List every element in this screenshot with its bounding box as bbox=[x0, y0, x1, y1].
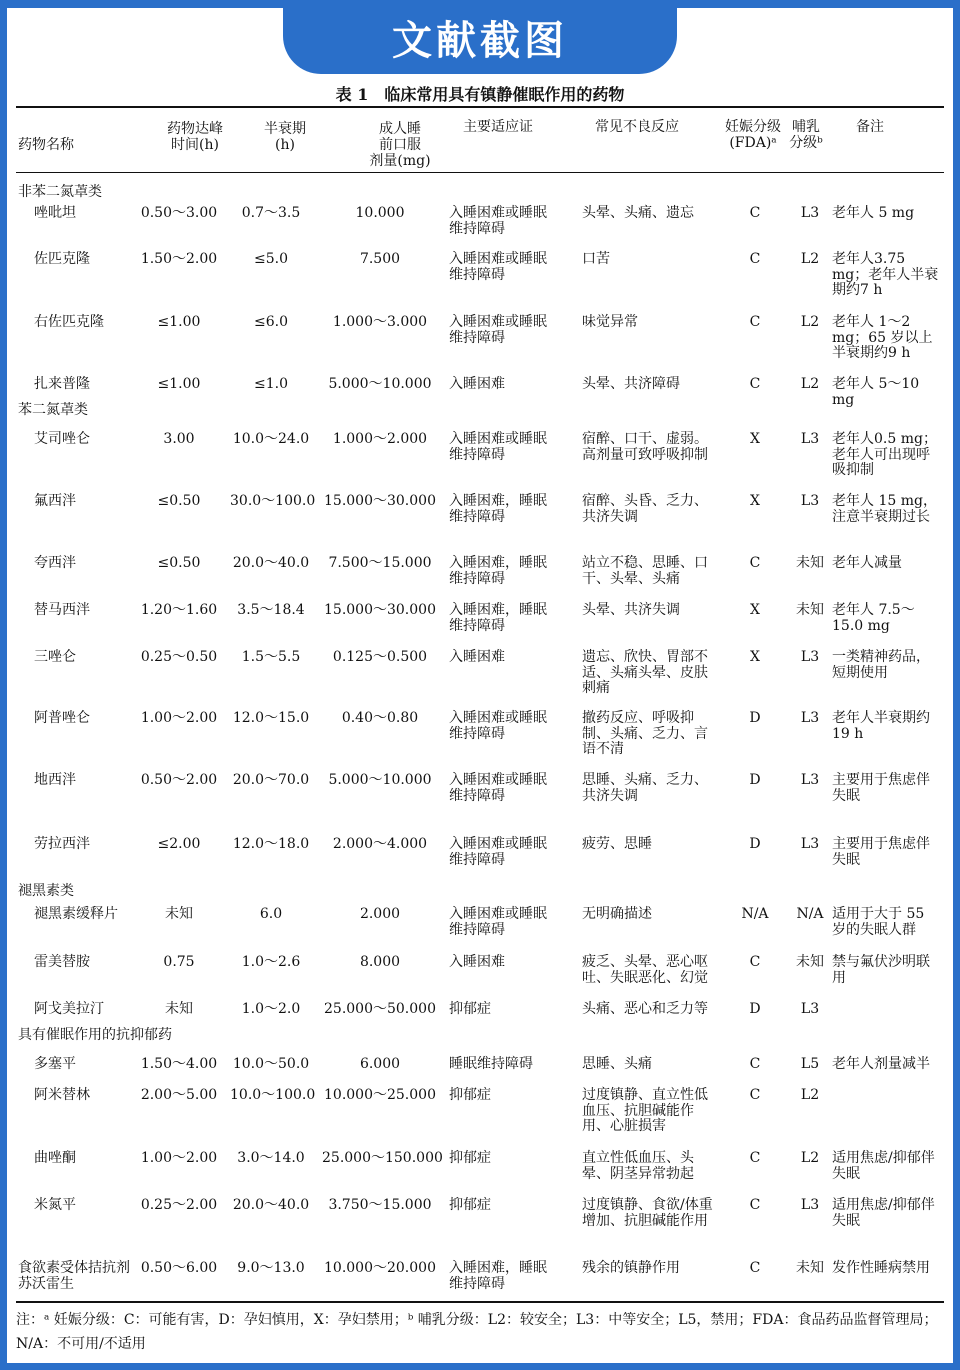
cell-indication: 入睡困难 bbox=[449, 954, 505, 970]
header-dose: 成人睡 前口服 剂量(mg) bbox=[369, 121, 431, 169]
cell-name: 唑吡坦 bbox=[34, 205, 76, 221]
cell-lact: L3 bbox=[800, 772, 820, 788]
cell-lact: L3 bbox=[800, 1197, 820, 1213]
cell-peak: 0.75 bbox=[163, 954, 195, 970]
header-remark: 备注 bbox=[856, 119, 884, 135]
cell-peak: 2.00～5.00 bbox=[140, 1087, 218, 1103]
cell-lact: N/A bbox=[796, 906, 824, 922]
cell-fda: C bbox=[749, 314, 761, 330]
header-fda: 妊娠分级 (FDA)ᵃ bbox=[725, 119, 781, 151]
cell-adverse: 无明确描述 bbox=[582, 906, 652, 922]
header-indication: 主要适应证 bbox=[463, 119, 533, 135]
cell-adverse: 残余的镇静作用 bbox=[582, 1260, 680, 1276]
cell-adverse: 头晕、头痛、遗忘 bbox=[582, 205, 694, 221]
banner-title: 文献截图 bbox=[392, 17, 568, 64]
cell-fda: X bbox=[750, 431, 760, 447]
cell-name: 多塞平 bbox=[34, 1056, 76, 1072]
cell-half: 9.0～13.0 bbox=[237, 1260, 305, 1276]
cell-lact: L3 bbox=[800, 205, 820, 221]
cell-remark: 老年人半衰期约19 h bbox=[832, 710, 930, 742]
cell-lact: L3 bbox=[800, 431, 820, 447]
group-label: 苯二氮䓬类 bbox=[18, 402, 88, 418]
cell-remark: 老年人3.75 mg；老年人半衰期约7 h bbox=[832, 251, 939, 298]
cell-name: 阿戈美拉汀 bbox=[34, 1001, 104, 1017]
cell-fda: X bbox=[750, 649, 760, 665]
cell-indication: 入睡困难 bbox=[449, 376, 505, 392]
cell-lact: L3 bbox=[800, 1001, 820, 1017]
cell-fda: C bbox=[749, 205, 761, 221]
cell-indication: 入睡困难或睡眠维持障碍 bbox=[449, 906, 547, 938]
cell-adverse: 站立不稳、思睡、口干、头晕、头痛 bbox=[582, 555, 708, 587]
cell-remark: 主要用于焦虑伴失眠 bbox=[832, 772, 930, 804]
cell-remark: 老年人 15 mg，注意半衰期过长 bbox=[832, 493, 937, 525]
cell-half: 20.0～40.0 bbox=[232, 1197, 310, 1213]
cell-peak: ≤2.00 bbox=[157, 836, 201, 852]
table-footnote: 注：ᵃ 妊娠分级：C：可能有害，D：孕妇慎用，X：孕妇禁用；ᵇ 哺乳分级：L2：较安全；L3：中等安全；L5，禁用；FDA：食品药品监督管理局；N/A：不可用/不适用 bbox=[16, 1312, 938, 1352]
cell-half: 1.5～5.5 bbox=[241, 649, 301, 665]
cell-dose: 3.750～15.000 bbox=[328, 1197, 432, 1213]
cell-name: 食欲素受体拮抗剂苏沃雷生 bbox=[18, 1260, 130, 1292]
cell-lact: L2 bbox=[800, 1150, 820, 1166]
cell-adverse: 头痛、恶心和乏力等 bbox=[582, 1001, 708, 1017]
cell-half: 0.7～3.5 bbox=[241, 205, 301, 221]
cell-dose: 0.40～0.80 bbox=[341, 710, 419, 726]
cell-lact: L2 bbox=[800, 1087, 820, 1103]
cell-fda: D bbox=[749, 836, 761, 852]
cell-fda: C bbox=[749, 1150, 761, 1166]
cell-name: 曲唑酮 bbox=[34, 1150, 76, 1166]
cell-half: 10.0～100.0 bbox=[230, 1087, 316, 1103]
cell-peak: 1.00～2.00 bbox=[140, 710, 218, 726]
cell-indication: 入睡困难或睡眠维持障碍 bbox=[449, 431, 547, 463]
cell-lact: 未知 bbox=[796, 555, 824, 571]
cell-indication: 入睡困难或睡眠维持障碍 bbox=[449, 314, 547, 346]
cell-indication: 睡眠维持障碍 bbox=[449, 1056, 533, 1072]
cell-indication: 入睡困难或睡眠维持障碍 bbox=[449, 710, 547, 742]
cell-remark: 老年人减量 bbox=[832, 555, 902, 571]
cell-adverse: 撤药反应、呼吸抑制、头痛、乏力、言语不清 bbox=[582, 710, 708, 757]
cell-lact: L3 bbox=[800, 493, 820, 509]
cell-half: 1.0～2.0 bbox=[241, 1001, 301, 1017]
cell-fda: C bbox=[749, 376, 761, 392]
cell-fda: C bbox=[749, 954, 761, 970]
cell-dose: 5.000～10.000 bbox=[328, 376, 432, 392]
cell-adverse: 遗忘、欣快、胃部不适、头痛头晕、皮肤刺痛 bbox=[582, 649, 708, 696]
cell-name: 右佐匹克隆 bbox=[34, 314, 104, 330]
cell-adverse: 直立性低血压、头晕、阴茎异常勃起 bbox=[582, 1150, 694, 1182]
cell-dose: 2.000 bbox=[359, 906, 401, 922]
cell-peak: 0.50～2.00 bbox=[140, 772, 218, 788]
cell-adverse: 味觉异常 bbox=[582, 314, 638, 330]
cell-remark: 老年人0.5 mg；老年人可出现呼吸抑制 bbox=[832, 431, 937, 478]
cell-name: 米氮平 bbox=[34, 1197, 76, 1213]
cell-half: ≤6.0 bbox=[254, 314, 288, 330]
cell-indication: 入睡困难 bbox=[449, 649, 505, 665]
table-title: 表 1 临床常用具有镇静催眠作用的药物 bbox=[335, 85, 625, 104]
cell-dose: 25.000～150.000 bbox=[322, 1150, 443, 1166]
cell-indication: 入睡困难，睡眠维持障碍 bbox=[449, 555, 547, 587]
cell-remark: 适用焦虑/抑郁伴失眠 bbox=[832, 1150, 935, 1182]
header-drug-name: 药物名称 bbox=[18, 137, 74, 153]
cell-lact: L2 bbox=[800, 251, 820, 267]
cell-half: ≤1.0 bbox=[254, 376, 288, 392]
cell-name: 阿米替林 bbox=[34, 1087, 90, 1103]
cell-indication: 入睡困难或睡眠维持障碍 bbox=[449, 251, 547, 283]
cell-indication: 入睡困难或睡眠维持障碍 bbox=[449, 836, 547, 868]
cell-indication: 抑郁症 bbox=[449, 1001, 491, 1017]
cell-peak: 1.50～4.00 bbox=[140, 1056, 218, 1072]
cell-remark: 主要用于焦虑伴失眠 bbox=[832, 836, 930, 868]
cell-adverse: 过度镇静、直立性低血压、抗胆碱能作用、心脏损害 bbox=[582, 1087, 708, 1134]
cell-fda: C bbox=[749, 1260, 761, 1276]
cell-dose: 5.000～10.000 bbox=[328, 772, 432, 788]
cell-adverse: 思睡、头痛、乏力、共济失调 bbox=[582, 772, 708, 804]
cell-fda: X bbox=[750, 493, 760, 509]
header-peak-time: 药物达峰 时间(h) bbox=[167, 121, 223, 153]
cell-dose: 10.000 bbox=[355, 205, 405, 221]
cell-dose: 10.000～20.000 bbox=[324, 1260, 436, 1276]
cell-peak: 0.50～3.00 bbox=[140, 205, 218, 221]
cell-peak: ≤1.00 bbox=[157, 314, 201, 330]
cell-dose: 8.000 bbox=[359, 954, 401, 970]
cell-remark: 老年人 7.5～15.0 mg bbox=[832, 602, 915, 634]
cell-dose: 0.125～0.500 bbox=[332, 649, 428, 665]
cell-remark: 适用于大于 55 岁的失眠人群 bbox=[832, 906, 925, 938]
cell-name: 夸西泮 bbox=[34, 555, 76, 571]
cell-adverse: 疲乏、头晕、恶心呕吐、失眠恶化、幻觉 bbox=[582, 954, 708, 986]
header-lactation: 哺乳 分级ᵇ bbox=[789, 119, 823, 151]
cell-adverse: 头晕、共济障碍 bbox=[582, 376, 680, 392]
cell-lact: L2 bbox=[800, 314, 820, 330]
cell-name: 雷美替胺 bbox=[34, 954, 90, 970]
table-bottom-rule bbox=[16, 1301, 944, 1303]
cell-peak: 未知 bbox=[165, 906, 193, 922]
cell-adverse: 疲劳、思睡 bbox=[582, 836, 652, 852]
cell-fda: C bbox=[749, 251, 761, 267]
table-header-rule bbox=[16, 172, 944, 173]
table-top-rule bbox=[16, 106, 944, 108]
cell-peak: 3.00 bbox=[163, 431, 195, 447]
cell-name: 佐匹克隆 bbox=[34, 251, 90, 267]
cell-lact: 未知 bbox=[796, 602, 824, 618]
cell-half: ≤5.0 bbox=[254, 251, 288, 267]
cell-remark: 发作性睡病禁用 bbox=[832, 1260, 930, 1276]
cell-peak: ≤0.50 bbox=[157, 555, 201, 571]
cell-fda: D bbox=[749, 772, 761, 788]
cell-peak: 1.20～1.60 bbox=[140, 602, 218, 618]
cell-dose: 6.000 bbox=[359, 1056, 401, 1072]
cell-peak: 0.25～2.00 bbox=[140, 1197, 218, 1213]
cell-fda: C bbox=[749, 1087, 761, 1103]
cell-peak: 1.50～2.00 bbox=[140, 251, 218, 267]
cell-name: 阿普唑仑 bbox=[34, 710, 90, 726]
cell-name: 地西泮 bbox=[34, 772, 76, 788]
cell-peak: 0.25～0.50 bbox=[140, 649, 218, 665]
cell-adverse: 思睡、头痛 bbox=[582, 1056, 652, 1072]
cell-lact: 未知 bbox=[796, 954, 824, 970]
cell-indication: 入睡困难，睡眠维持障碍 bbox=[449, 493, 547, 525]
cell-half: 12.0～18.0 bbox=[232, 836, 310, 852]
cell-indication: 入睡困难，睡眠维持障碍 bbox=[449, 602, 547, 634]
cell-lact: 未知 bbox=[796, 1260, 824, 1276]
cell-remark: 老年人 5～10 mg bbox=[832, 376, 920, 408]
cell-dose: 15.000～30.000 bbox=[324, 493, 436, 509]
cell-peak: 0.50～6.00 bbox=[140, 1260, 218, 1276]
cell-fda: N/A bbox=[741, 906, 769, 922]
cell-fda: C bbox=[749, 1056, 761, 1072]
cell-name: 艾司唑仑 bbox=[34, 431, 90, 447]
cell-half: 20.0～40.0 bbox=[232, 555, 310, 571]
cell-remark: 老年人剂量减半 bbox=[832, 1056, 930, 1072]
cell-indication: 入睡困难或睡眠维持障碍 bbox=[449, 205, 547, 237]
cell-indication: 抑郁症 bbox=[449, 1087, 491, 1103]
cell-peak: ≤0.50 bbox=[157, 493, 201, 509]
cell-lact: L3 bbox=[800, 836, 820, 852]
cell-dose: 7.500 bbox=[359, 251, 401, 267]
cell-indication: 抑郁症 bbox=[449, 1150, 491, 1166]
cell-lact: L3 bbox=[800, 710, 820, 726]
cell-half: 6.0 bbox=[259, 906, 283, 922]
cell-adverse: 头晕、共济失调 bbox=[582, 602, 680, 618]
cell-name: 氟西泮 bbox=[34, 493, 76, 509]
cell-name: 三唑仑 bbox=[34, 649, 76, 665]
cell-dose: 2.000～4.000 bbox=[332, 836, 428, 852]
cell-adverse: 宿醉、头昏、乏力、共济失调 bbox=[582, 493, 708, 525]
cell-half: 20.0～70.0 bbox=[232, 772, 310, 788]
cell-peak: 1.00～2.00 bbox=[140, 1150, 218, 1166]
cell-fda: C bbox=[749, 555, 761, 571]
cell-name: 扎来普隆 bbox=[34, 376, 90, 392]
cell-dose: 10.000～25.000 bbox=[324, 1087, 436, 1103]
cell-half: 3.5～18.4 bbox=[237, 602, 305, 618]
title-banner bbox=[283, 0, 677, 74]
cell-remark: 适用焦虑/抑郁伴失眠 bbox=[832, 1197, 935, 1229]
header-half-life: 半衰期 (h) bbox=[264, 121, 306, 153]
header-adverse: 常见不良反应 bbox=[595, 119, 679, 135]
cell-name: 替马西泮 bbox=[34, 602, 90, 618]
cell-dose: 15.000～30.000 bbox=[324, 602, 436, 618]
cell-adverse: 过度镇静、食欲/体重增加、抗胆碱能作用 bbox=[582, 1197, 713, 1229]
cell-half: 30.0～100.0 bbox=[230, 493, 316, 509]
cell-dose: 7.500～15.000 bbox=[328, 555, 432, 571]
cell-adverse: 宿醉、口干、虚弱。高剂量可致呼吸抑制 bbox=[582, 431, 708, 463]
cell-half: 1.0～2.6 bbox=[241, 954, 301, 970]
cell-fda: X bbox=[750, 602, 760, 618]
group-label: 具有催眠作用的抗抑郁药 bbox=[18, 1027, 172, 1043]
cell-half: 3.0～14.0 bbox=[237, 1150, 305, 1166]
cell-peak: 未知 bbox=[165, 1001, 193, 1017]
cell-remark: 老年人 5 mg bbox=[832, 205, 915, 221]
cell-half: 12.0～15.0 bbox=[232, 710, 310, 726]
cell-indication: 入睡困难或睡眠维持障碍 bbox=[449, 772, 547, 804]
cell-dose: 25.000～50.000 bbox=[324, 1001, 436, 1017]
cell-indication: 抑郁症 bbox=[449, 1197, 491, 1213]
cell-lact: L2 bbox=[800, 376, 820, 392]
cell-dose: 1.000～3.000 bbox=[332, 314, 428, 330]
cell-lact: L5 bbox=[800, 1056, 820, 1072]
cell-half: 10.0～24.0 bbox=[232, 431, 310, 447]
cell-fda: D bbox=[749, 710, 761, 726]
cell-remark: 老年人 1～2 mg；65 岁以上半衰期约9 h bbox=[832, 314, 933, 361]
group-label: 非苯二氮䓬类 bbox=[18, 184, 102, 200]
cell-half: 10.0～50.0 bbox=[232, 1056, 310, 1072]
cell-dose: 1.000～2.000 bbox=[332, 431, 428, 447]
cell-indication: 入睡困难，睡眠维持障碍 bbox=[449, 1260, 547, 1292]
cell-remark: 一类精神药品，短期使用 bbox=[832, 649, 930, 681]
cell-name: 褪黑素缓释片 bbox=[34, 906, 118, 922]
cell-remark: 禁与氟伏沙明联用 bbox=[832, 954, 930, 986]
cell-fda: C bbox=[749, 1197, 761, 1213]
cell-fda: D bbox=[749, 1001, 761, 1017]
cell-lact: L3 bbox=[800, 649, 820, 665]
cell-adverse: 口苦 bbox=[582, 251, 610, 267]
cell-peak: ≤1.00 bbox=[157, 376, 201, 392]
cell-name: 劳拉西泮 bbox=[34, 836, 90, 852]
group-label: 褪黑素类 bbox=[18, 883, 74, 899]
